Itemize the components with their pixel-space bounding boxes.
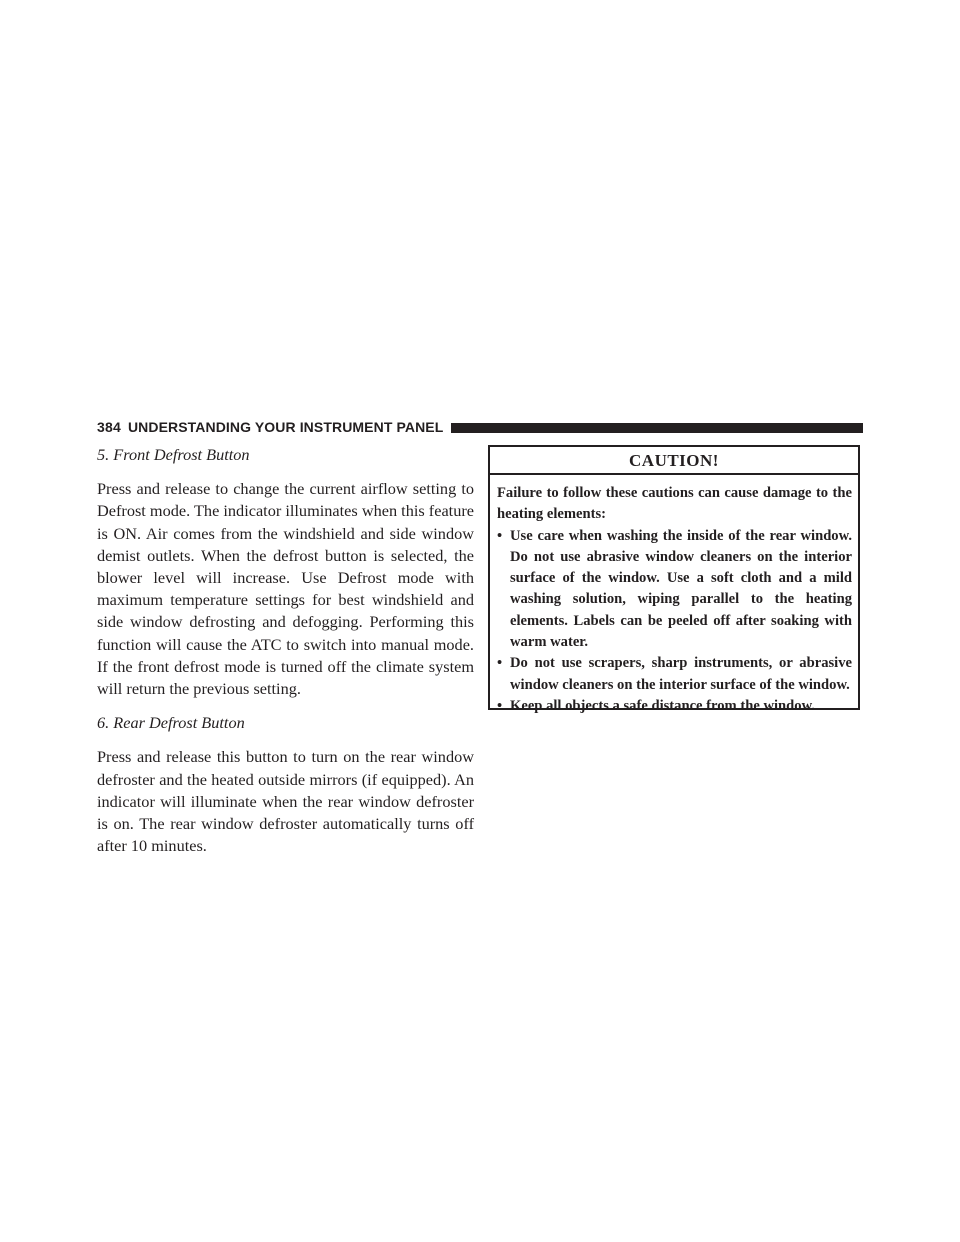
caution-item	[497, 526, 852, 654]
bullet-icon: •	[497, 655, 503, 672]
bullet-icon: •	[497, 527, 503, 544]
caution-list	[497, 526, 852, 718]
caution-item	[497, 696, 852, 717]
header-rule	[451, 423, 863, 433]
caution-item	[497, 653, 852, 696]
page-number: 384	[97, 419, 121, 435]
chapter-title: UNDERSTANDING YOUR INSTRUMENT PANEL	[127, 419, 444, 435]
main-column	[97, 444, 474, 869]
caution-item-text: Use care when washing the inside of the rear window. Do not use abrasive window cleaners on the interior surface of the window. Use a soft cloth and a mild washing solution, wiping parallel to the heating elements. Labels can be peeled off after soaking with warm water.	[510, 527, 852, 651]
section-body: Press and release this button to turn on the rear window defroster and the heated outside mirrors (if equipped). An indicator will illuminate when the rear window defroster is on. The rear window defroster automatically turns off after 10 minutes.	[97, 747, 474, 856]
section-front-defrost	[97, 444, 474, 700]
section-rear-defrost	[97, 712, 474, 857]
caution-box	[488, 445, 860, 714]
caution-item-text: Keep all objects a safe distance from the window.	[510, 697, 815, 714]
caution-title: CAUTION!	[490, 447, 858, 475]
running-header	[97, 416, 863, 438]
section-heading: 5. Front Defrost Button	[97, 445, 250, 464]
caution-body	[490, 475, 858, 717]
section-body: Press and release to change the current airflow setting to Defrost mode. The indicator illuminates when this feature is ON. Air comes from the windshield and side window demist outlets. When the defrost button is selected, the blower level will increase. Use Defrost mode with maximum temperature settings for best windshield and side window defrosting and defogging. Performing this function will cause the ATC to switch into manual mode. If the front defrost mode is turned off the climate system will return the previous setting.	[97, 479, 474, 699]
caution-intro: Failure to follow these cautions can cause damage to the heating elements:	[497, 485, 852, 523]
caution-item-text: Do not use scrapers, sharp instruments, or abrasive window cleaners on the interior surface of the window.	[510, 655, 852, 693]
section-heading: 6. Rear Defrost Button	[97, 713, 245, 733]
bullet-icon: •	[497, 697, 503, 714]
